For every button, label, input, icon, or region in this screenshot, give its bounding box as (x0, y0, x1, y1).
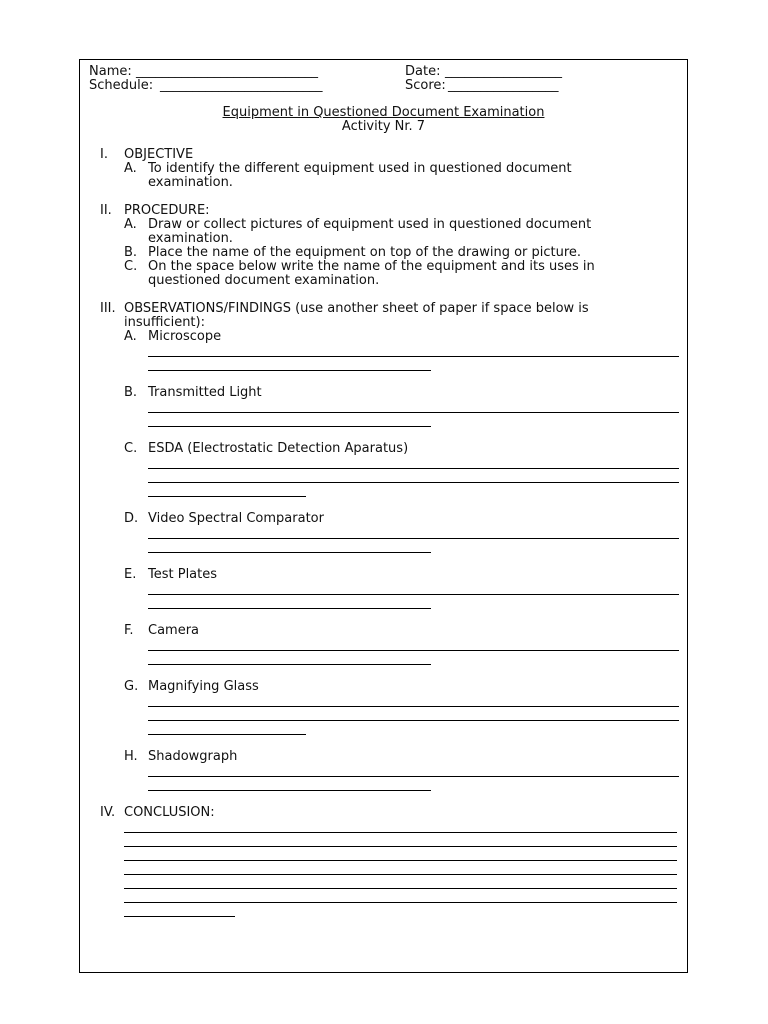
name-label: Name: (89, 64, 132, 79)
procedure-step-cont: examination. (148, 231, 233, 246)
equipment-label: Shadowgraph (148, 749, 238, 764)
schedule-field[interactable]: _________________________ (160, 78, 323, 93)
procedure-step-cont: questioned document examination. (148, 273, 380, 288)
answer-line[interactable] (148, 734, 306, 735)
answer-line[interactable] (148, 412, 679, 413)
answer-line[interactable] (148, 720, 679, 721)
section-number: II. (100, 203, 112, 218)
observations-heading-cont: insufficient): (124, 315, 205, 330)
procedure-heading: PROCEDURE: (124, 203, 210, 218)
score-label: Score: (405, 78, 446, 93)
list-letter: C. (124, 259, 138, 274)
procedure-step: Draw or collect pictures of equipment used in questioned document (148, 217, 592, 232)
list-letter: A. (124, 329, 137, 344)
answer-line[interactable] (148, 776, 679, 777)
answer-line[interactable] (148, 356, 679, 357)
document-title: Equipment in Questioned Document Examination (222, 105, 545, 120)
answer-line[interactable] (148, 608, 431, 609)
equipment-label: Transmitted Light (148, 385, 262, 400)
objective-text-cont: examination. (148, 175, 233, 190)
conclusion-line[interactable] (124, 846, 677, 847)
list-letter: C. (124, 441, 138, 456)
list-letter: E. (124, 567, 137, 582)
list-letter: G. (124, 679, 139, 694)
section-number: I. (100, 147, 108, 162)
conclusion-line[interactable] (124, 916, 235, 917)
list-letter: A. (124, 217, 137, 232)
answer-line[interactable] (148, 790, 431, 791)
activity-number: Activity Nr. 7 (341, 119, 426, 134)
equipment-label: Video Spectral Comparator (148, 511, 324, 526)
answer-line[interactable] (148, 594, 679, 595)
list-letter: A. (124, 161, 137, 176)
answer-line[interactable] (148, 706, 679, 707)
conclusion-line[interactable] (124, 888, 677, 889)
score-field[interactable]: _________________ (448, 78, 559, 93)
answer-line[interactable] (148, 426, 431, 427)
equipment-label: Magnifying Glass (148, 679, 259, 694)
conclusion-heading: CONCLUSION: (124, 805, 215, 820)
answer-line[interactable] (148, 468, 679, 469)
date-field[interactable]: __________________ (445, 64, 562, 79)
conclusion-line[interactable] (124, 902, 677, 903)
conclusion-line[interactable] (124, 874, 677, 875)
answer-line[interactable] (148, 482, 679, 483)
worksheet-page (79, 59, 688, 973)
list-letter: B. (124, 385, 138, 400)
section-number: III. (100, 301, 116, 316)
answer-line[interactable] (148, 370, 431, 371)
date-label: Date: (405, 64, 441, 79)
answer-line[interactable] (148, 538, 679, 539)
answer-line[interactable] (148, 650, 679, 651)
equipment-label: Camera (148, 623, 200, 638)
section-number: IV. (100, 805, 116, 820)
objective-text: To identify the different equipment used in questioned document (148, 161, 572, 176)
list-letter: F. (124, 623, 134, 638)
list-letter: B. (124, 245, 138, 260)
list-letter: D. (124, 511, 139, 526)
answer-line[interactable] (148, 552, 431, 553)
answer-line[interactable] (148, 664, 431, 665)
schedule-label: Schedule: (89, 78, 154, 93)
answer-line[interactable] (148, 496, 306, 497)
procedure-step: On the space below write the name of the equipment and its uses in (148, 259, 595, 274)
objective-heading: OBJECTIVE (124, 147, 194, 162)
name-field[interactable]: ____________________________ (136, 64, 318, 79)
procedure-step: Place the name of the equipment on top of the drawing or picture. (148, 245, 582, 260)
observations-heading: OBSERVATIONS/FINDINGS (use another sheet of paper if space below is (124, 301, 589, 316)
list-letter: H. (124, 749, 138, 764)
equipment-label: Microscope (148, 329, 222, 344)
conclusion-line[interactable] (124, 832, 677, 833)
equipment-label: Test Plates (148, 567, 218, 582)
conclusion-line[interactable] (124, 860, 677, 861)
equipment-label: ESDA (Electrostatic Detection Aparatus) (148, 441, 409, 456)
